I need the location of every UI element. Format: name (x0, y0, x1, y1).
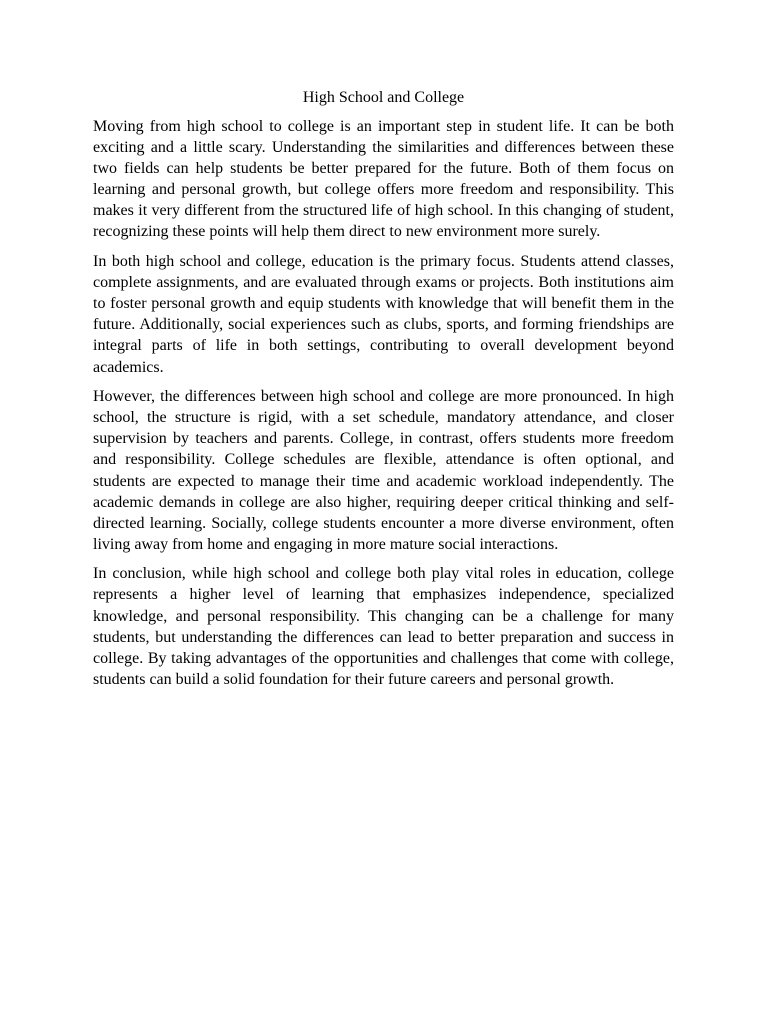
document-title: High School and College (302, 89, 465, 106)
paragraph-similarities: In both high school and college, education is the primary focus. Students attend classes, complete assignments, and are evaluated through exams or projects. Both institutions aim to foster personal growth and equip students with knowledge that will benefit them in the future. Additionally, social experiences such as clubs, sports, and forming friendships are integral parts of life in both settings, contributing to overall development beyond academics. (93, 253, 674, 376)
document-page (93, 87, 674, 698)
paragraph-conclusion: In conclusion, while high school and college both play vital roles in education, college represents a higher level of learning that emphasizes independence, specialized knowledge, and personal responsibility. This changing can be a challenge for many students, but understanding the differences can lead to better preparation and success in college. By taking advantages of the opportunities and challenges that come with college, students can build a solid foundation for their future careers and personal growth. (93, 565, 674, 688)
paragraph-differences: However, the differences between high school and college are more pronounced. In high school, the structure is rigid, with a set schedule, mandatory attendance, and closer supervision by teachers and parents. College, in contrast, offers students more freedom and responsibility. College schedules are flexible, attendance is often optional, and students are expected to manage their time and academic workload independently. The academic demands in college are also higher, requiring deeper critical thinking and self-directed learning. Socially, college students encounter a more diverse environment, often living away from home and engaging in more mature social interactions. (93, 388, 674, 553)
paragraph-introduction: Moving from high school to college is an important step in student life. It can be both exciting and a little scary. Understanding the similarities and differences between these two fields can help students be better prepared for the future. Both of them focus on learning and personal growth, but college offers more freedom and responsibility. This makes it very different from the structured life of high school. In this changing of student, recognizing these points will help them direct to new environment more surely. (93, 118, 674, 241)
